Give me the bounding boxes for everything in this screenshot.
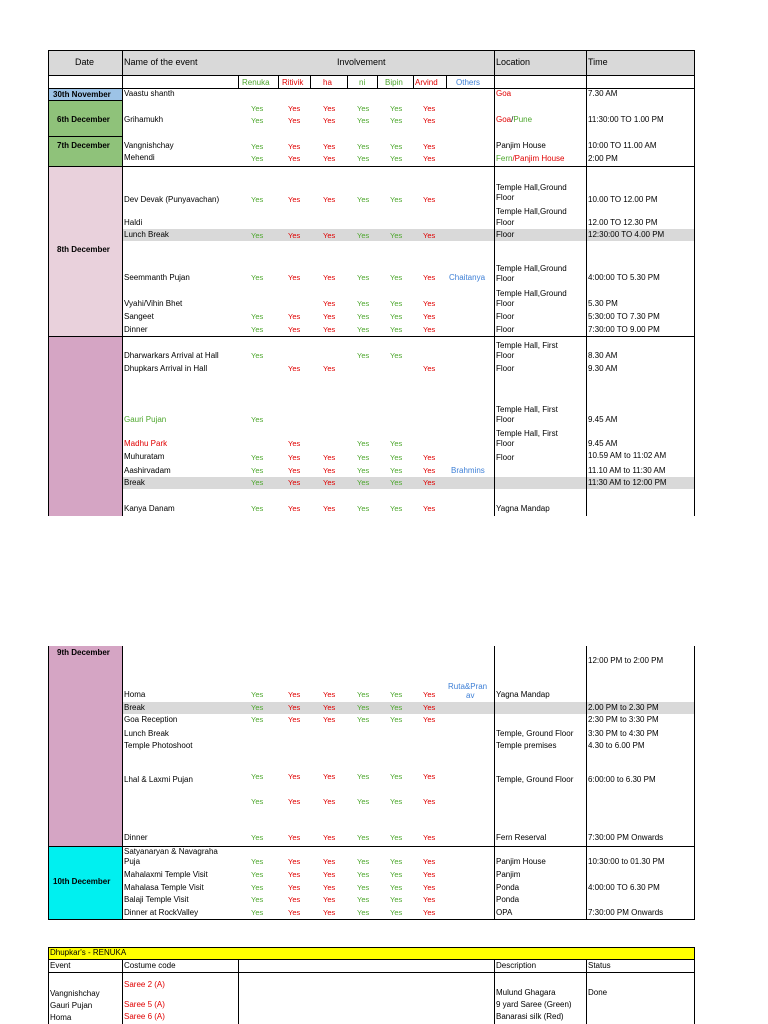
costume-row-code: Saree 5 (A) bbox=[124, 1000, 165, 1009]
time-27: 4:00:00 TO 6.30 PM bbox=[588, 883, 660, 892]
yes-mark: Yes bbox=[251, 453, 264, 462]
header-time: Time bbox=[588, 57, 608, 67]
loc-goa-pune bbox=[496, 115, 532, 124]
others-chaitanya: Chaitanya bbox=[449, 273, 486, 282]
event-break1: Break bbox=[124, 478, 145, 487]
yes-mark: Yes bbox=[357, 325, 370, 334]
yes-mark: Yes bbox=[423, 116, 436, 125]
yes-mark: Yes bbox=[288, 772, 301, 781]
yes-mark: Yes bbox=[390, 857, 403, 866]
date-cell-dec9 bbox=[48, 646, 122, 846]
event-balaji: Balaji Temple Visit bbox=[124, 895, 189, 904]
yes-mark: Yes bbox=[357, 857, 370, 866]
yes-mark: Yes bbox=[323, 772, 336, 781]
loc-ponda-2: Ponda bbox=[496, 895, 520, 904]
yes-mark: Yes bbox=[288, 312, 301, 321]
yes-mark: Yes bbox=[357, 703, 370, 712]
yes-mark: Yes bbox=[423, 870, 436, 879]
loc-yagna-1: Yagna Mandap bbox=[496, 504, 550, 513]
yes-mark: Yes bbox=[390, 195, 403, 204]
loc-floor-11: Floor bbox=[496, 453, 515, 462]
yes-mark: Yes bbox=[251, 690, 264, 699]
loc-panjim-house-2: Panjim House bbox=[496, 857, 546, 866]
loc-floor-3: Floor bbox=[496, 274, 515, 283]
yes-mark: Yes bbox=[423, 908, 436, 917]
yes-mark: Yes bbox=[251, 895, 264, 904]
loc-floor-1: Floor bbox=[496, 193, 515, 202]
event-satyanaryan-2: Puja bbox=[124, 857, 141, 866]
yes-mark: Yes bbox=[423, 453, 436, 462]
yes-mark: Yes bbox=[423, 364, 436, 373]
loc-thgf-2: Temple Hall,Ground bbox=[496, 207, 567, 216]
loc-goa: Goa bbox=[496, 89, 512, 98]
yes-mark: Yes bbox=[357, 895, 370, 904]
person-ni: ni bbox=[359, 78, 366, 87]
yes-mark: Yes bbox=[251, 833, 264, 842]
loc-panjim-house: Panjim House bbox=[496, 141, 546, 150]
yes-mark: Yes bbox=[323, 154, 336, 163]
yes-mark: Yes bbox=[357, 231, 370, 240]
date-dec7: 7th December bbox=[57, 141, 110, 150]
time-26: 10:30:00 to 01.30 PM bbox=[588, 857, 665, 866]
yes-mark: Yes bbox=[251, 703, 264, 712]
yes-mark: Yes bbox=[251, 883, 264, 892]
yes-mark: Yes bbox=[423, 466, 436, 475]
yes-mark: Yes bbox=[251, 715, 264, 724]
yes-mark: Yes bbox=[357, 504, 370, 513]
others-brahmins: Brahmins bbox=[451, 466, 485, 475]
yes-mark: Yes bbox=[423, 154, 436, 163]
yes-mark: Yes bbox=[251, 142, 264, 151]
event-muhuratam: Muhuratam bbox=[124, 452, 165, 461]
yes-mark: Yes bbox=[357, 833, 370, 842]
yes-mark: Yes bbox=[423, 772, 436, 781]
yes-mark: Yes bbox=[423, 690, 436, 699]
yes-mark: Yes bbox=[288, 478, 301, 487]
yes-mark: Yes bbox=[323, 116, 336, 125]
time-20: 2.00 PM to 2.30 PM bbox=[588, 703, 659, 712]
costume-row-status: Done bbox=[588, 988, 608, 997]
yes-mark: Yes bbox=[423, 231, 436, 240]
event-mahalaxmi: Mahalaxmi Temple Visit bbox=[124, 870, 208, 879]
yes-mark: Yes bbox=[288, 715, 301, 724]
yes-mark: Yes bbox=[288, 116, 301, 125]
loc-floor-8: Floor bbox=[496, 364, 515, 373]
yes-mark: Yes bbox=[288, 195, 301, 204]
costume-row-event: Vangnishchay bbox=[50, 989, 100, 998]
loc-goa-part: Goa bbox=[496, 115, 512, 124]
yes-mark: Yes bbox=[423, 883, 436, 892]
yes-mark: Yes bbox=[357, 312, 370, 321]
yes-mark: Yes bbox=[390, 797, 403, 806]
yes-mark: Yes bbox=[357, 273, 370, 282]
loc-floor-lunch: Floor bbox=[496, 230, 515, 239]
costume-header-code: Costume code bbox=[124, 961, 176, 970]
time-8: 4:00:00 TO 5.30 PM bbox=[588, 273, 660, 282]
person-ritivik: Ritivik bbox=[282, 78, 304, 87]
loc-floor-6: Floor bbox=[496, 325, 515, 334]
time-11: 7:30:00 TO 9.00 PM bbox=[588, 325, 660, 334]
yes-mark: Yes bbox=[288, 325, 301, 334]
yes-mark: Yes bbox=[323, 883, 336, 892]
yes-mark: Yes bbox=[423, 273, 436, 282]
costume-row-code: Saree 2 (A) bbox=[124, 980, 165, 989]
loc-thff-3: Temple Hall, First bbox=[496, 429, 558, 438]
yes-mark: Yes bbox=[357, 299, 370, 308]
yes-mark: Yes bbox=[390, 833, 403, 842]
yes-mark: Yes bbox=[251, 116, 264, 125]
yes-mark: Yes bbox=[288, 104, 301, 113]
event-mehendi: Mehendi bbox=[124, 153, 155, 162]
yes-mark: Yes bbox=[251, 797, 264, 806]
yes-mark: Yes bbox=[423, 504, 436, 513]
yes-mark: Yes bbox=[323, 142, 336, 151]
yes-mark: Yes bbox=[390, 273, 403, 282]
yes-mark: Yes bbox=[357, 478, 370, 487]
event-vangnishchay: Vangnishchay bbox=[124, 141, 174, 150]
yes-mark: Yes bbox=[423, 312, 436, 321]
loc-floor-10: Floor bbox=[496, 439, 515, 448]
header-location: Location bbox=[496, 57, 531, 67]
yes-mark: Yes bbox=[390, 351, 403, 360]
yes-mark: Yes bbox=[288, 690, 301, 699]
yes-mark: Yes bbox=[323, 195, 336, 204]
yes-mark: Yes bbox=[288, 857, 301, 866]
loc-sep: / bbox=[511, 115, 514, 124]
time-22: 3:30 PM to 4:30 PM bbox=[588, 729, 659, 738]
yes-mark: Yes bbox=[323, 466, 336, 475]
time-5: 10.00 TO 12.00 PM bbox=[588, 195, 658, 204]
loc-floor-4: Floor bbox=[496, 299, 515, 308]
loc-ponda-1: Ponda bbox=[496, 883, 520, 892]
event-dinner2: Dinner bbox=[124, 833, 148, 842]
person-ha: ha bbox=[323, 78, 332, 87]
yes-mark: Yes bbox=[251, 351, 264, 360]
costume-banner bbox=[48, 947, 694, 959]
loc-fern-panjim bbox=[496, 154, 564, 163]
loc-panjim: Panjim bbox=[496, 870, 521, 879]
event-sangeet: Sangeet bbox=[124, 312, 154, 321]
event-rockvalley: Dinner at RockValley bbox=[124, 908, 199, 917]
yes-mark: Yes bbox=[390, 299, 403, 308]
yes-mark: Yes bbox=[390, 715, 403, 724]
yes-mark: Yes bbox=[423, 142, 436, 151]
loc-floor-7: Floor bbox=[496, 351, 515, 360]
costume-header-status: Status bbox=[588, 961, 611, 970]
event-mahalasa: Mahalasa Temple Visit bbox=[124, 883, 204, 892]
yes-mark: Yes bbox=[323, 312, 336, 321]
time-7: 12:30:00 TO 4.00 PM bbox=[588, 230, 665, 239]
yes-mark: Yes bbox=[390, 883, 403, 892]
yes-mark: Yes bbox=[288, 453, 301, 462]
yes-mark: Yes bbox=[390, 504, 403, 513]
costume-row-desc: Mulund Ghagara bbox=[496, 988, 556, 997]
costume-header-event: Event bbox=[50, 961, 71, 970]
yes-mark: Yes bbox=[423, 299, 436, 308]
time-4: 2:00 PM bbox=[588, 154, 618, 163]
yes-mark: Yes bbox=[357, 690, 370, 699]
yes-mark: Yes bbox=[288, 466, 301, 475]
person-bipin: Bipin bbox=[385, 78, 403, 87]
yes-mark: Yes bbox=[357, 772, 370, 781]
loc-thff-1: Temple Hall, First bbox=[496, 341, 558, 350]
loc-fern-part: Fern bbox=[496, 154, 513, 163]
event-break2: Break bbox=[124, 703, 145, 712]
others-ruta: Ruta&Pran bbox=[448, 682, 488, 691]
loc-panjim-part: /Panjim House bbox=[512, 154, 565, 163]
time-6: 12.00 TO 12.30 PM bbox=[588, 218, 658, 227]
others-ruta-2: av bbox=[466, 691, 475, 700]
loc-temple-gf-2: Temple, Ground Floor bbox=[496, 775, 574, 784]
time-16: 10.59 AM to 11:02 AM bbox=[588, 451, 667, 460]
event-grihamukh: Grihamukh bbox=[124, 115, 164, 124]
time-18: 11:30 AM to 12:00 PM bbox=[588, 478, 667, 487]
yes-mark: Yes bbox=[357, 715, 370, 724]
time-19: 12:00 PM to 2:00 PM bbox=[588, 656, 664, 665]
yes-mark: Yes bbox=[323, 231, 336, 240]
loc-thgf-1: Temple Hall,Ground bbox=[496, 183, 567, 192]
yes-mark: Yes bbox=[251, 104, 264, 113]
loc-thgf-3: Temple Hall,Ground bbox=[496, 264, 567, 273]
event-vaastu: Vaastu shanth bbox=[124, 89, 175, 98]
time-9: 5.30 PM bbox=[588, 299, 618, 308]
yes-mark: Yes bbox=[251, 231, 264, 240]
yes-mark: Yes bbox=[357, 870, 370, 879]
yes-mark: Yes bbox=[251, 325, 264, 334]
yes-mark: Yes bbox=[251, 504, 264, 513]
yes-mark: Yes bbox=[323, 273, 336, 282]
yes-mark: Yes bbox=[323, 908, 336, 917]
yes-mark: Yes bbox=[323, 690, 336, 699]
yes-mark: Yes bbox=[390, 439, 403, 448]
time-2: 11:30:00 TO 1.00 PM bbox=[588, 115, 664, 124]
date-dec6: 6th December bbox=[57, 115, 110, 124]
yes-mark: Yes bbox=[288, 797, 301, 806]
costume-row-event: Homa bbox=[50, 1013, 72, 1022]
yes-mark: Yes bbox=[323, 478, 336, 487]
yes-mark: Yes bbox=[288, 908, 301, 917]
date-dec9: 9th December bbox=[57, 648, 110, 657]
yes-mark: Yes bbox=[288, 870, 301, 879]
yes-mark: Yes bbox=[390, 478, 403, 487]
time-15: 9.45 AM bbox=[588, 439, 618, 448]
yes-mark: Yes bbox=[390, 312, 403, 321]
yes-mark: Yes bbox=[357, 439, 370, 448]
yes-mark: Yes bbox=[423, 478, 436, 487]
event-dhupkars: Dhupkars Arrival in Hall bbox=[124, 364, 208, 373]
yes-mark: Yes bbox=[423, 703, 436, 712]
person-others: Others bbox=[456, 78, 481, 87]
yes-mark: Yes bbox=[357, 883, 370, 892]
event-satyanaryan: Satyanaryan & Navagraha bbox=[124, 847, 218, 856]
yes-mark: Yes bbox=[323, 453, 336, 462]
yes-mark: Yes bbox=[251, 772, 264, 781]
loc-floor-5: Floor bbox=[496, 312, 515, 321]
yes-mark: Yes bbox=[423, 325, 436, 334]
yes-mark: Yes bbox=[323, 104, 336, 113]
yes-mark: Yes bbox=[323, 797, 336, 806]
yes-mark: Yes bbox=[323, 504, 336, 513]
header-involvement: Involvement bbox=[337, 57, 386, 67]
time-3: 10:00 TO 11.00 AM bbox=[588, 141, 657, 150]
time-24: 6:00:00 to 6.30 PM bbox=[588, 775, 656, 784]
yes-mark: Yes bbox=[288, 703, 301, 712]
yes-mark: Yes bbox=[251, 870, 264, 879]
yes-mark: Yes bbox=[390, 690, 403, 699]
yes-mark: Yes bbox=[251, 908, 264, 917]
yes-mark: Yes bbox=[288, 273, 301, 282]
yes-mark: Yes bbox=[288, 895, 301, 904]
yes-mark: Yes bbox=[323, 703, 336, 712]
yes-mark: Yes bbox=[288, 364, 301, 373]
yes-mark: Yes bbox=[323, 299, 336, 308]
costume-row-desc: 9 yard Saree (Green) bbox=[496, 1000, 572, 1009]
person-renuka: Renuka bbox=[242, 78, 270, 87]
event-temple-photo: Temple Photoshoot bbox=[124, 741, 193, 750]
date-dec10: 10th December bbox=[53, 877, 111, 886]
yes-mark: Yes bbox=[323, 325, 336, 334]
event-aashirvadam: Aashirvadam bbox=[124, 466, 171, 475]
yes-mark: Yes bbox=[423, 195, 436, 204]
yes-mark: Yes bbox=[357, 453, 370, 462]
event-goa-reception: Goa Reception bbox=[124, 715, 178, 724]
yes-mark: Yes bbox=[357, 908, 370, 917]
yes-mark: Yes bbox=[251, 195, 264, 204]
yes-mark: Yes bbox=[390, 104, 403, 113]
costume-row-event: Gauri Pujan bbox=[50, 1001, 93, 1010]
yes-mark: Yes bbox=[357, 154, 370, 163]
time-23: 4.30 to 6.00 PM bbox=[588, 741, 645, 750]
time-13: 9.30 AM bbox=[588, 364, 618, 373]
yes-mark: Yes bbox=[390, 453, 403, 462]
yes-mark: Yes bbox=[390, 116, 403, 125]
yes-mark: Yes bbox=[390, 231, 403, 240]
yes-mark: Yes bbox=[251, 415, 264, 424]
event-vyahi: Vyahi/Vihin Bhet bbox=[124, 299, 183, 308]
loc-yagna-2: Yagna Mandap bbox=[496, 690, 550, 699]
yes-mark: Yes bbox=[357, 351, 370, 360]
yes-mark: Yes bbox=[288, 883, 301, 892]
loc-fern-reserval: Fern Reserval bbox=[496, 833, 547, 842]
loc-temple-gf: Temple, Ground Floor bbox=[496, 729, 574, 738]
yes-mark: Yes bbox=[390, 908, 403, 917]
yes-mark: Yes bbox=[423, 857, 436, 866]
event-kanya: Kanya Danam bbox=[124, 504, 175, 513]
yes-mark: Yes bbox=[323, 857, 336, 866]
loc-temple-premises: Temple premises bbox=[496, 741, 557, 750]
yes-mark: Yes bbox=[323, 870, 336, 879]
costume-row-code: Saree 6 (A) bbox=[124, 1012, 165, 1021]
time-1: 7.30 AM bbox=[588, 89, 618, 98]
yes-mark: Yes bbox=[251, 857, 264, 866]
event-dharwarkars: Dharwarkars Arrival at Hall bbox=[124, 351, 219, 360]
yes-mark: Yes bbox=[423, 895, 436, 904]
yes-mark: Yes bbox=[357, 116, 370, 125]
header-date: Date bbox=[75, 57, 95, 67]
yes-mark: Yes bbox=[288, 142, 301, 151]
time-25: 7:30:00 PM Onwards bbox=[588, 833, 664, 842]
yes-mark: Yes bbox=[251, 312, 264, 321]
yes-mark: Yes bbox=[357, 195, 370, 204]
time-17: 11.10 AM to 11:30 AM bbox=[588, 466, 666, 475]
yes-mark: Yes bbox=[251, 478, 264, 487]
yes-mark: Yes bbox=[390, 142, 403, 151]
yes-mark: Yes bbox=[390, 772, 403, 781]
header-event: Name of the event bbox=[124, 57, 198, 67]
event-gauri: Gauri Pujan bbox=[124, 415, 167, 424]
yes-mark: Yes bbox=[288, 504, 301, 513]
yes-mark: Yes bbox=[390, 895, 403, 904]
yes-mark: Yes bbox=[390, 154, 403, 163]
event-haldi: Haldi bbox=[124, 218, 143, 227]
loc-thgf-4: Temple Hall,Ground bbox=[496, 289, 567, 298]
time-10: 5:30:00 TO 7.30 PM bbox=[588, 312, 660, 321]
yes-mark: Yes bbox=[288, 439, 301, 448]
time-14: 9.45 AM bbox=[588, 415, 618, 424]
yes-mark: Yes bbox=[390, 466, 403, 475]
yes-mark: Yes bbox=[390, 325, 403, 334]
yes-mark: Yes bbox=[357, 104, 370, 113]
date-dec8: 8th December bbox=[57, 245, 110, 254]
event-seemmanth: Seemmanth Pujan bbox=[124, 273, 190, 282]
yes-mark: Yes bbox=[423, 104, 436, 113]
yes-mark: Yes bbox=[390, 870, 403, 879]
time-12: 8.30 AM bbox=[588, 351, 618, 360]
event-lhal: Lhal & Laxmi Pujan bbox=[124, 775, 193, 784]
event-dinner1: Dinner bbox=[124, 325, 148, 334]
yes-mark: Yes bbox=[288, 154, 301, 163]
costume-title: Dhupkar's - RENUKA bbox=[50, 948, 127, 957]
yes-mark: Yes bbox=[323, 895, 336, 904]
loc-opa: OPA bbox=[496, 908, 513, 917]
date-cell-dec8b bbox=[48, 336, 122, 516]
yes-mark: Yes bbox=[423, 833, 436, 842]
event-lunch1: Lunch Break bbox=[124, 230, 169, 239]
yes-mark: Yes bbox=[251, 154, 264, 163]
person-arvind: Arvind bbox=[415, 78, 438, 87]
event-madhu: Madhu Park bbox=[124, 439, 168, 448]
yes-mark: Yes bbox=[357, 142, 370, 151]
loc-thff-2: Temple Hall, First bbox=[496, 405, 558, 414]
yes-mark: Yes bbox=[251, 273, 264, 282]
time-21: 2:30 PM to 3:30 PM bbox=[588, 715, 659, 724]
loc-floor-9: Floor bbox=[496, 415, 515, 424]
yes-mark: Yes bbox=[323, 364, 336, 373]
yes-mark: Yes bbox=[357, 466, 370, 475]
event-homa: Homa bbox=[124, 690, 146, 699]
yes-mark: Yes bbox=[423, 797, 436, 806]
yes-mark: Yes bbox=[323, 715, 336, 724]
loc-floor-2: Floor bbox=[496, 218, 515, 227]
event-lunch2: Lunch Break bbox=[124, 729, 169, 738]
yes-mark: Yes bbox=[288, 833, 301, 842]
loc-pune-part: Pune bbox=[513, 115, 533, 124]
yes-mark: Yes bbox=[323, 833, 336, 842]
yes-mark: Yes bbox=[423, 715, 436, 724]
yes-mark: Yes bbox=[357, 797, 370, 806]
yes-mark: Yes bbox=[251, 466, 264, 475]
time-28: 7:30:00 PM Onwards bbox=[588, 908, 664, 917]
costume-row-desc: Banarasi silk (Red) bbox=[496, 1012, 564, 1021]
yes-mark: Yes bbox=[390, 703, 403, 712]
date-nov30: 30th November bbox=[53, 90, 111, 99]
event-devdevak: Dev Devak (Punyavachan) bbox=[124, 195, 220, 204]
costume-header-desc: Description bbox=[496, 961, 537, 970]
yes-mark: Yes bbox=[288, 231, 301, 240]
